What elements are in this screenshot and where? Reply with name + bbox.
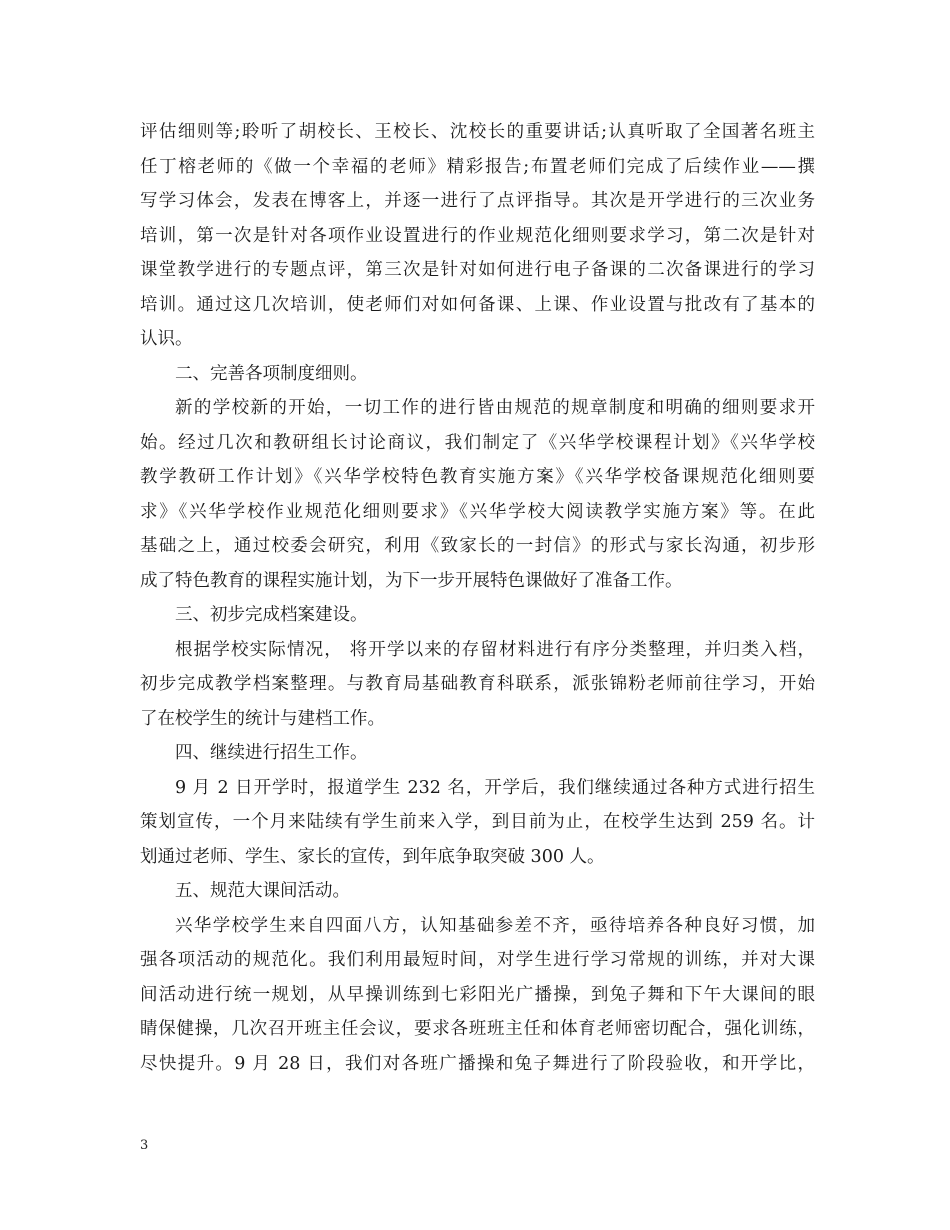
text-line: 间活动进行统一规划，从早操训练到七彩阳光广播操，到兔子舞和下午大课间的眼: [140, 984, 815, 1005]
text-line: 始。经过几次和教研组长讨论商议，我们制定了《兴华学校课程计划》《兴华学校: [140, 432, 815, 453]
text-line: 教学教研工作计划》《兴华学校特色教育实施方案》《兴华学校备课规范化细则要: [140, 467, 815, 487]
text-line: 写学习体会，发表在博客上，并逐一进行了点评指导。其次是开学进行的三次业务: [140, 191, 815, 211]
text-line: 课堂教学进行的专题点评，第三次是针对如何进行电子备课的二次备课进行的学习: [140, 260, 815, 280]
text-line: 初步完成教学档案整理。与教育局基础教育科联系，派张锦粉老师前往学习，开始: [140, 674, 815, 694]
text-line: 强各项活动的规范化。我们利用最短时间，对学生进行学习常规的训练，并对大课: [140, 950, 815, 970]
text-line: 任丁榕老师的《做一个幸福的老师》精彩报告;布置老师们完成了后续作业——撰: [140, 156, 815, 177]
text-line: 兴华学校学生来自四面八方，认知基础参差不齐，亟待培养各种良好习惯，加: [175, 915, 815, 936]
text-line: 二、完善各项制度细则。: [175, 363, 368, 384]
text-line: 基础之上，通过校委会研究，利用《致家长的一封信》的形式与家长沟通，初步形: [140, 536, 815, 556]
document-body: [140, 115, 815, 1081]
text-line: 培训，第一次是针对各项作业设置进行的作业规范化细则要求学习，第二次是针对: [140, 225, 815, 246]
text-line: 9 月 2 日开学时，报道学生 232 名，开学后，我们继续通过各种方式进行招生: [175, 777, 815, 798]
text-line: 睛保健操，几次召开班主任会议，要求各班班主任和体育老师密切配合，强化训练，: [140, 1019, 815, 1039]
text-line: 认识。: [140, 329, 193, 349]
text-line: 成了特色教育的课程实施计划，为下一步开展特色课做好了准备工作。: [140, 570, 683, 591]
text-line: 评估细则等;聆听了胡校长、王校长、沈校长的重要讲话;认真听取了全国著名班主: [140, 122, 815, 142]
text-line: 尽快提升。9 月 28 日，我们对各班广播操和兔子舞进行了阶段验收，和开学比，: [140, 1053, 815, 1074]
text-line: 求》《兴华学校作业规范化细则要求》《兴华学校大阅读教学实施方案》等。在此: [140, 501, 815, 522]
text-line: 了在校学生的统计与建档工作。: [140, 708, 385, 729]
text-line: 五、规范大课间活动。: [175, 881, 350, 901]
text-line: 策划宣传，一个月来陆续有学生前来入学，到目前为止，在校学生达到 259 名。计: [140, 812, 815, 832]
text-line: 培训。通过这几次培训，使老师们对如何备课、上课、作业设置与批改有了基本的: [140, 294, 815, 315]
text-line: 划通过老师、学生、家长的宣传，到年底争取突破 300 人。: [140, 846, 605, 867]
page-number: 3: [140, 1138, 149, 1153]
text-line: 三、初步完成档案建设。: [175, 605, 368, 625]
text-line: 四、继续进行招生工作。: [175, 743, 368, 763]
text-line: 新的学校新的开始，一切工作的进行皆由规范的规章制度和明确的细则要求开: [175, 398, 815, 418]
text-line: 根据学校实际情况， 将开学以来的存留材料进行有序分类整理，并归类入档，: [175, 639, 815, 660]
